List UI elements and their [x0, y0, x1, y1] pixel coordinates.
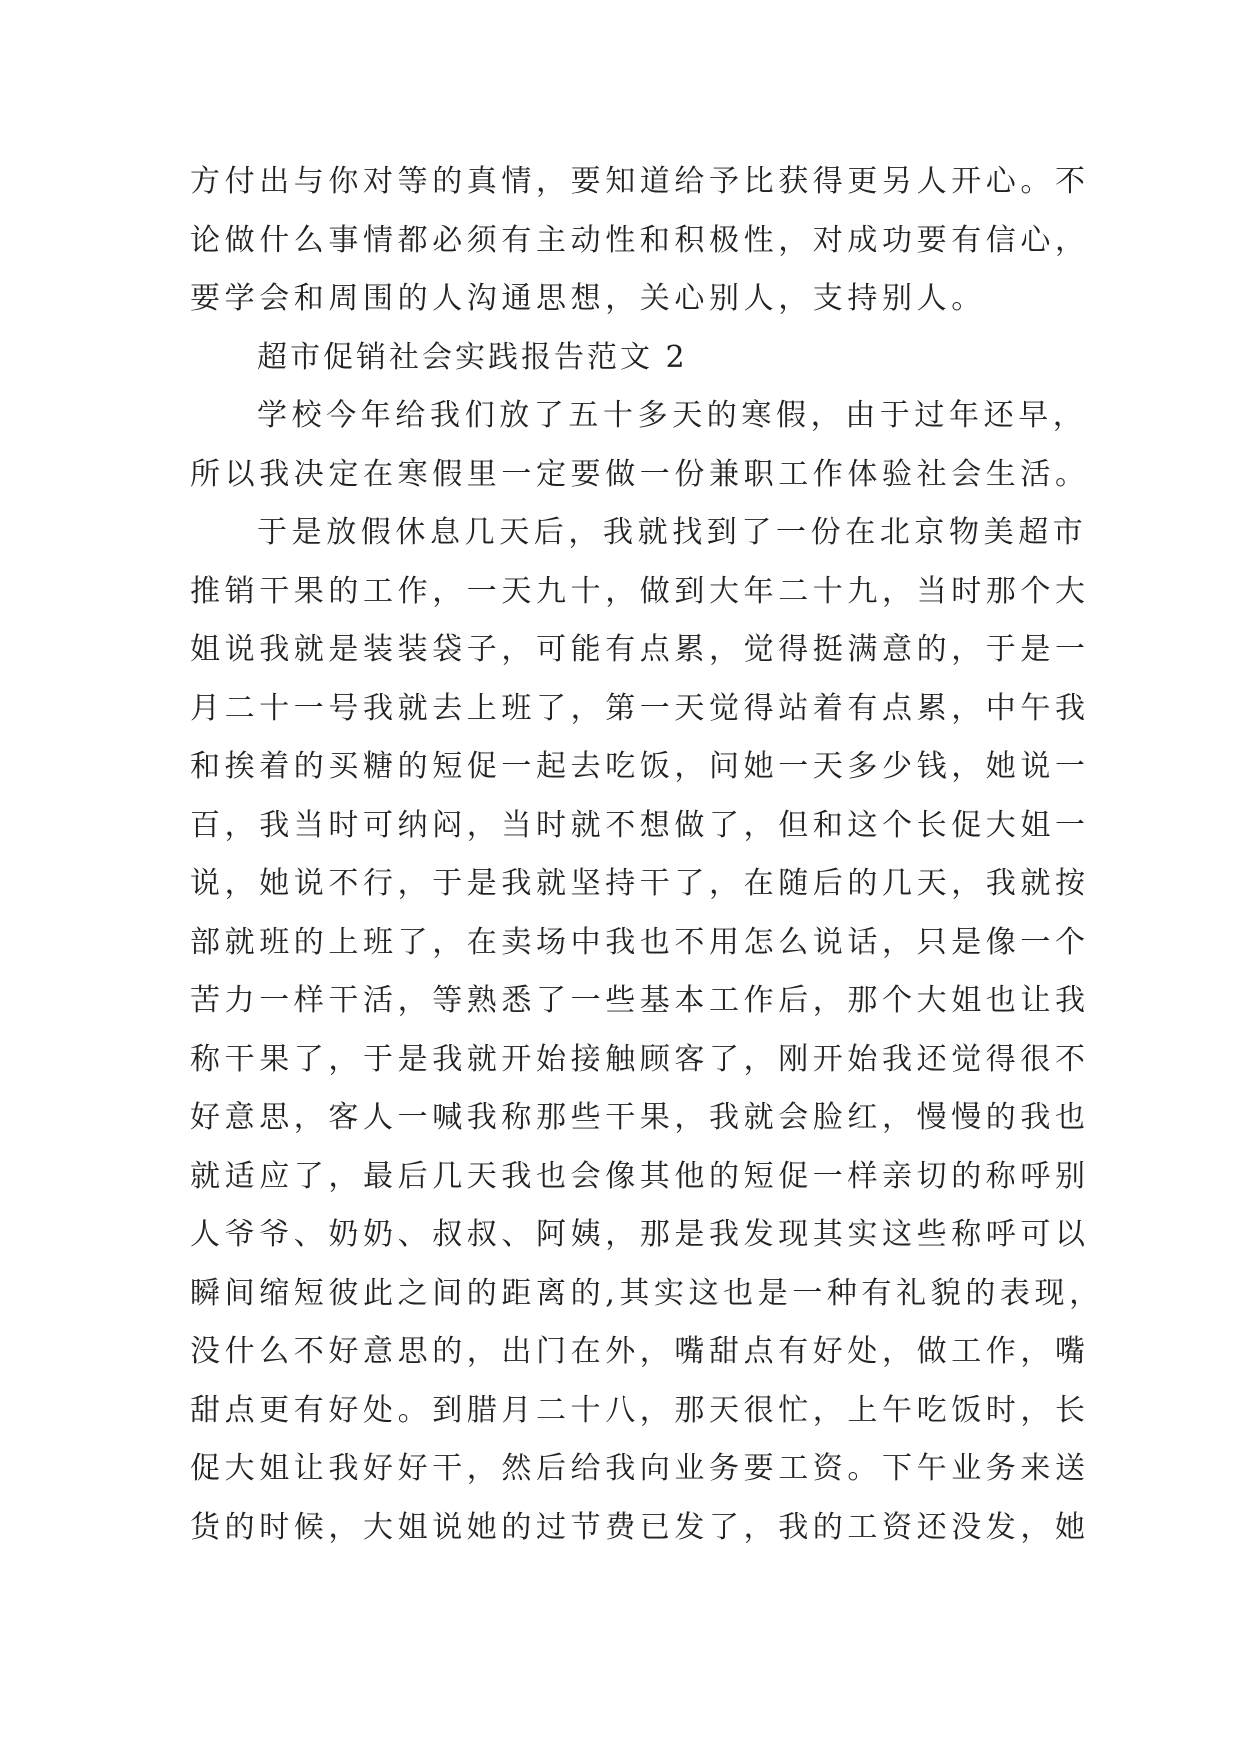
text-line: 就适应了，最后几天我也会像其他的短促一样亲切的称呼别 — [190, 1158, 1090, 1194]
text-line: 推销干果的工作，一天九十，做到大年二十九，当时那个大 — [190, 573, 1090, 609]
body-text — [190, 153, 1104, 1557]
text-line: 说，她说不行，于是我就坚持干了，在随后的几天，我就按 — [190, 866, 1090, 901]
text-line: 促大姐让我好好干，然后给我向业务要工资。下午业务来送 — [190, 1451, 1090, 1486]
text-line: 货的时候，大姐说她的过节费已发了，我的工资还没发，她 — [190, 1509, 1090, 1545]
text-line: 方付出与你对等的真情，要知道给予比获得更另人开心。不 — [190, 164, 1090, 199]
text-line: 百，我当时可纳闷，当时就不想做了，但和这个长促大姐一 — [190, 807, 1090, 843]
text-line: 月二十一号我就去上班了，第一天觉得站着有点累，中午我 — [190, 690, 1090, 726]
text-line: 要学会和周围的人沟通思想，关心别人，支持别人。 — [190, 281, 986, 316]
text-line: 和挨着的买糖的短促一起去吃饭，问她一天多少钱，她说一 — [190, 749, 1090, 784]
text-line: 论做什么事情都必须有主动性和积极性，对成功要有信心， — [190, 222, 1090, 258]
text-line: 所以我决定在寒假里一定要做一份兼职工作体验社会生活。 — [190, 456, 1090, 492]
text-line: 瞬间缩短彼此之间的距离的,其实这也是一种有礼貌的表现， — [190, 1275, 1104, 1311]
text-line: 部就班的上班了，在卖场中我也不用怎么说话，只是像一个 — [190, 924, 1090, 960]
text-line: 学校今年给我们放了五十多天的寒假，由于过年还早， — [257, 398, 1088, 433]
text-line: 于是放假休息几天后，我就找到了一份在北京物美超市 — [257, 515, 1088, 550]
text-line: 姐说我就是装装袋子，可能有点累，觉得挺满意的，于是一 — [190, 632, 1090, 667]
text-line: 称干果了，于是我就开始接触顾客了，刚开始我还觉得很不 — [190, 1041, 1090, 1077]
section-heading: 超市促销社会实践报告范文 2 — [257, 339, 688, 375]
text-line: 甜点更有好处。到腊月二十八，那天很忙，上午吃饭时，长 — [190, 1392, 1090, 1428]
text-line: 没什么不好意思的，出门在外，嘴甜点有好处，做工作，嘴 — [190, 1334, 1090, 1369]
text-line: 苦力一样干活，等熟悉了一些基本工作后，那个大姐也让我 — [190, 983, 1090, 1018]
text-line: 好意思，客人一喊我称那些干果，我就会脸红，慢慢的我也 — [190, 1100, 1090, 1135]
text-line: 人爷爷、奶奶、叔叔、阿姨，那是我发现其实这些称呼可以 — [190, 1217, 1090, 1252]
